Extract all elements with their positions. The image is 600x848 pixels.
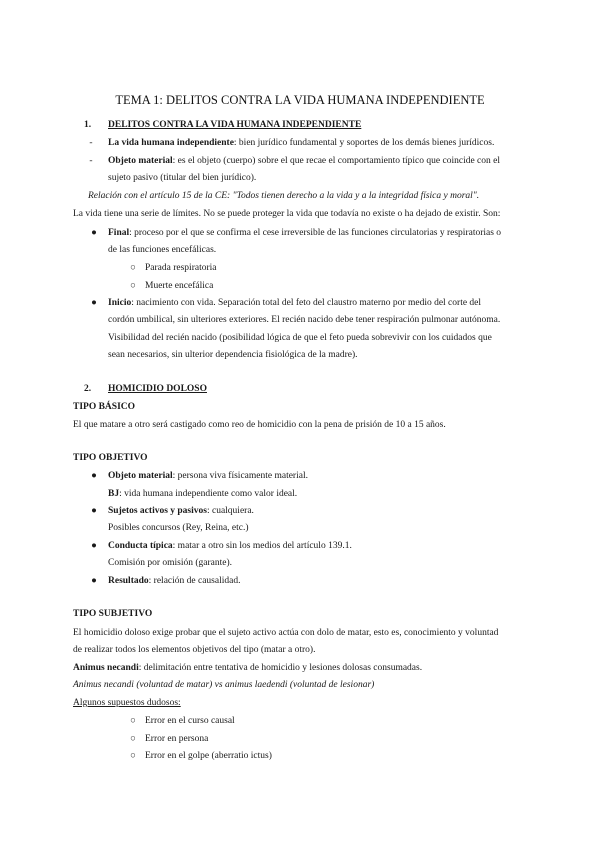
list-item — [108, 224, 501, 242]
list-item — [108, 572, 240, 590]
sub-item: Error en el golpe (aberratio ictus) — [145, 751, 272, 761]
item-text: : relación de causalidad. — [148, 576, 241, 586]
relation-line — [88, 187, 479, 205]
dash-bullet: - — [89, 156, 93, 166]
bullet-dot: ● — [91, 228, 97, 238]
item-term: Conducta típica — [108, 541, 173, 551]
bullet-dot: ● — [91, 576, 97, 586]
tipo-basico-heading: TIPO BÁSICO — [73, 402, 136, 412]
item-term: Objeto material — [108, 156, 173, 166]
bullet-dot: ● — [91, 506, 97, 516]
animus-italic-line: Animus necandi (voluntad de matar) vs animus laedendi (voluntad de lesionar) — [73, 680, 375, 690]
item-subterm: BJ — [108, 489, 120, 499]
relation-quote: "Todos tienen derecho a la vida y a la integridad física y moral". — [232, 191, 480, 201]
item-term: La vida humana independiente — [108, 138, 234, 148]
supuestos-heading: Algunos supuestos dudosos: — [73, 698, 181, 708]
paragraph-line: El homicidio doloso exige probar que el sujeto activo actúa con dolo de matar, esto es, conocimiento y voluntad — [73, 628, 499, 638]
list-item — [108, 502, 254, 520]
bullet-dot: ● — [91, 298, 97, 308]
sub-item: Error en el curso causal — [145, 716, 235, 726]
item-continuation: sujeto pasivo (titular del bien jurídico). — [108, 173, 257, 183]
bullet-dot: ● — [91, 541, 97, 551]
section-2-heading: HOMICIDIO DOLOSO — [108, 384, 207, 394]
bullet-circle: ○ — [130, 263, 136, 273]
list-item — [108, 152, 500, 170]
list-item — [108, 134, 494, 152]
item-term: Final — [108, 228, 130, 238]
animus-text: : delimitación entre tentativa de homicidio y lesiones dolosas consumadas. — [138, 663, 423, 673]
item-term: Sujetos activos y pasivos — [108, 506, 207, 516]
item-subtext: : vida humana independiente como valor ideal. — [119, 489, 298, 499]
dash-bullet: - — [89, 138, 93, 148]
section-1-heading: DELITOS CONTRA LA VIDA HUMANA INDEPENDIENTE — [108, 120, 362, 130]
list-item — [108, 294, 481, 312]
item-continuation: sean necesarios, sin ulterior dependencia fisiológica de la madre). — [108, 350, 358, 360]
paragraph-line: de realizar todos los elementos objetivos del tipo (matar a otro). — [73, 645, 316, 655]
item-text: : persona viva físicamente material. — [172, 471, 308, 481]
list-item — [108, 537, 352, 555]
item-text: : cualquiera. — [206, 506, 254, 516]
bullet-circle: ○ — [130, 281, 136, 291]
bullet-circle: ○ — [130, 716, 136, 726]
limits-intro: La vida tiene una serie de límites. No se puede proteger la vida que todavía no existe o ha dejado de existir. Son: — [73, 209, 501, 219]
page-title: TEMA 1: DELITOS CONTRA LA VIDA HUMANA INDEPENDIENTE — [115, 93, 485, 107]
item-continuation: Comisión por omisión (garante). — [108, 558, 233, 568]
sub-item: Muerte encefálica — [145, 281, 214, 291]
item-text: : bien jurídico fundamental y soportes de los demás bienes jurídicos. — [233, 138, 495, 148]
item-term: Inicio — [108, 298, 132, 308]
animus-term: Animus necandi — [73, 663, 139, 673]
item-term: Objeto material — [108, 471, 173, 481]
tipo-objetivo-heading: TIPO OBJETIVO — [73, 453, 148, 463]
item-text: : proceso por el que se confirma el cese irreversible de las funciones circulatorias y respiratorias o — [129, 228, 502, 238]
relation-prefix: Relación con el artículo 15 de la CE: — [88, 191, 233, 201]
bullet-dot: ● — [91, 471, 97, 481]
bullet-circle: ○ — [130, 734, 136, 744]
sub-item: Parada respiratoria — [145, 263, 217, 273]
tipo-basico-text: El que matare a otro será castigado como reo de homicidio con la pena de prisión de 10 a 15 años. — [73, 420, 446, 430]
item-continuation: cordón umbilical, sin ulteriores exteriores. El recién nacido debe tener respiración pulmonar autónoma. — [108, 315, 501, 325]
item-text: : nacimiento con vida. Separación total del feto del claustro materno por medio del corte del — [131, 298, 482, 308]
item-text: : matar a otro sin los medios del artículo 139.1. — [172, 541, 352, 551]
item-text: : es el objeto (cuerpo) sobre el que recae el comportamiento típico que coincide con el — [172, 156, 500, 166]
item-continuation: de las funciones encefálicas. — [108, 245, 217, 255]
section-1-number: 1. — [84, 120, 92, 130]
item-continuation: Posibles concursos (Rey, Reina, etc.) — [108, 523, 249, 533]
sub-item: Error en persona — [145, 734, 209, 744]
section-2-number: 2. — [84, 384, 92, 394]
tipo-subjetivo-heading: TIPO SUBJETIVO — [73, 609, 153, 619]
item-term: Resultado — [108, 576, 149, 586]
bullet-circle: ○ — [130, 751, 136, 761]
item-continuation: Visibilidad del recién nacido (posibilidad lógica de que el feto pueda sobrevivir con los cuidados que — [108, 333, 492, 343]
animus-line — [73, 659, 422, 677]
list-item — [108, 467, 308, 485]
item-continuation — [108, 485, 297, 503]
